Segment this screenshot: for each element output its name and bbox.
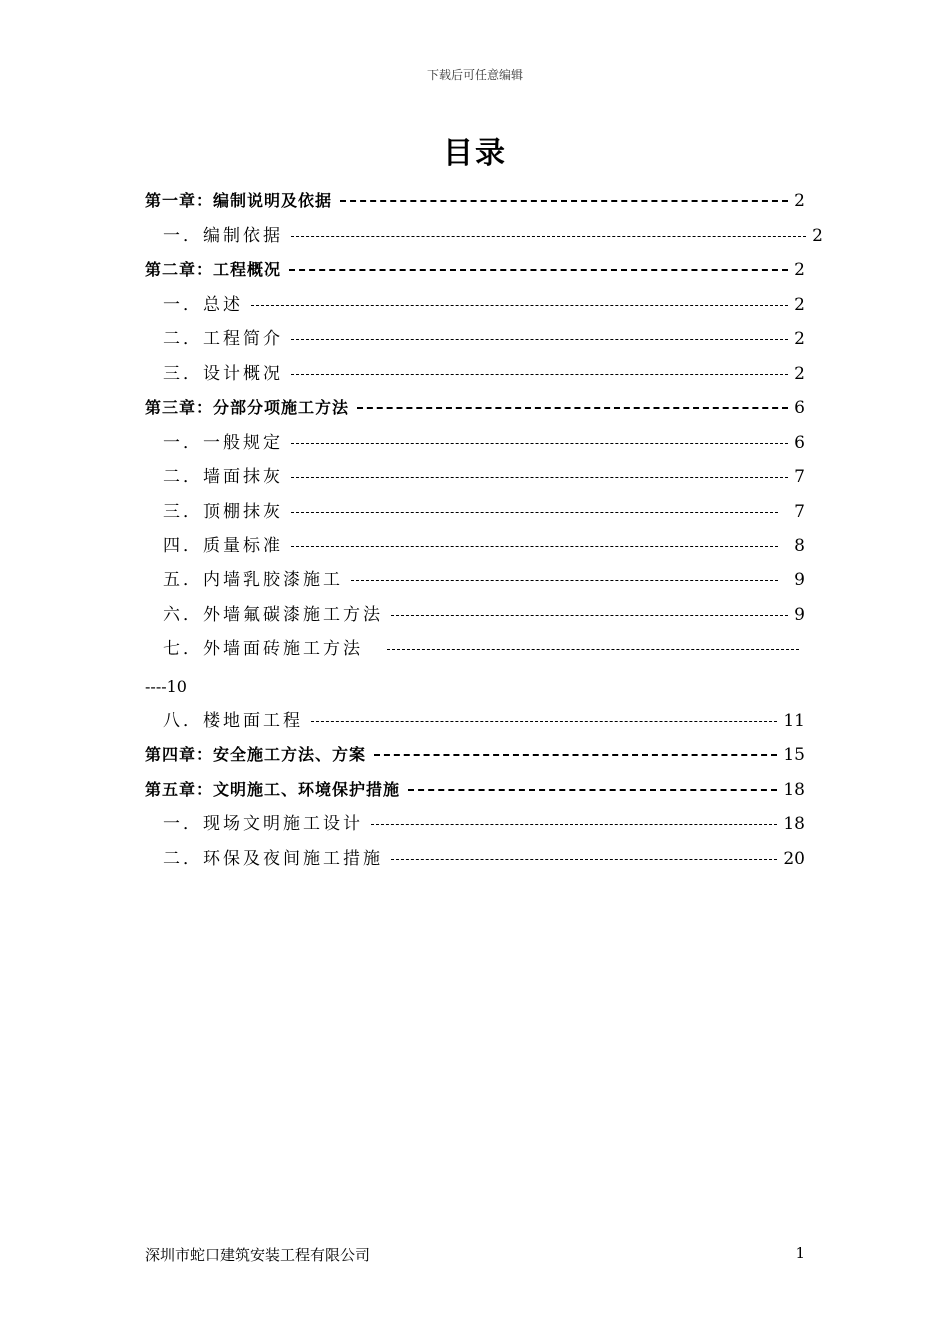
toc-entry-label: 一．现场文明施工设计 [163, 814, 363, 834]
toc-entry[interactable] [163, 430, 805, 456]
page-header-note: 下载后可任意编辑 [426, 68, 523, 82]
toc-entry[interactable] [145, 777, 805, 803]
footer-company: 深圳市蛇口建筑安装工程有限公司 [145, 1246, 371, 1264]
toc-entry-label: 二．环保及夜间施工措施 [163, 849, 383, 869]
toc-entry-page: 2 [794, 260, 805, 280]
toc-leader [251, 305, 788, 306]
toc-leader [291, 236, 806, 237]
toc-entry-label: 一．总述 [163, 295, 243, 315]
toc-entry-page: 8 [794, 536, 805, 556]
toc-leader [351, 580, 778, 581]
footer-page-number: 1 [795, 1244, 805, 1262]
toc-entry-label: 八．楼地面工程 [163, 711, 303, 731]
toc-leader [311, 721, 777, 722]
toc-entry-label: 七．外墙面砖施工方法 [163, 639, 363, 659]
toc-entry-label: 第二章：工程概况 [145, 260, 282, 279]
toc-entry-page: 15 [783, 745, 805, 765]
toc-entry-label: 一．编制依据 [163, 226, 283, 246]
toc-entry-page: 7 [794, 467, 805, 487]
toc-leader [408, 789, 777, 791]
toc-leader [387, 649, 799, 650]
toc-entry-page: 9 [794, 605, 805, 625]
toc-leader [371, 824, 777, 825]
toc-entry-page: 2 [812, 226, 823, 246]
toc-entry-page: 6 [794, 398, 805, 418]
toc-entry[interactable] [163, 602, 805, 628]
toc-entry[interactable] [163, 708, 805, 734]
toc-entry-label: 第一章：编制说明及依据 [145, 191, 333, 210]
toc-entry[interactable] [163, 223, 823, 249]
page-title: 目录 [443, 136, 507, 171]
toc-entry[interactable] [163, 811, 805, 837]
toc-leader [291, 374, 788, 375]
toc-entry-label: 四．质量标准 [163, 536, 283, 556]
toc-entry-label: 二．工程简介 [163, 329, 283, 349]
toc-entry-page: 18 [783, 780, 805, 800]
toc-entry-label: 第三章：分部分项施工方法 [145, 398, 350, 417]
toc-continuation: ----10 [145, 677, 187, 696]
toc-entry-label: 二．墙面抹灰 [163, 467, 283, 487]
toc-entry-label: 三．设计概况 [163, 364, 283, 384]
toc-leader [357, 407, 788, 409]
toc-entry-page: 2 [794, 295, 805, 315]
toc-entry[interactable] [145, 742, 805, 768]
toc-leader [291, 339, 788, 340]
toc-entry-label: 一．一般规定 [163, 433, 283, 453]
toc-entry-label: 第五章：文明施工、环境保护措施 [145, 780, 401, 799]
toc-leader [391, 859, 777, 860]
toc-leader [291, 546, 778, 547]
toc-entry-page: 9 [794, 570, 805, 590]
toc-entry[interactable] [145, 395, 805, 421]
toc-leader [291, 512, 778, 513]
toc-entry[interactable] [163, 567, 805, 593]
toc-entry[interactable] [163, 533, 805, 559]
toc-entry[interactable] [163, 326, 805, 352]
toc-leader [291, 443, 788, 444]
toc-entry[interactable] [163, 499, 805, 525]
toc-entry-label: 三．顶棚抹灰 [163, 502, 283, 522]
toc-leader [340, 200, 788, 202]
toc-leader [391, 615, 788, 616]
toc-entry-page: 18 [783, 814, 805, 834]
toc-entry-page: 2 [794, 364, 805, 384]
toc-entry-page: 20 [783, 849, 805, 869]
toc-entry-page: 2 [794, 329, 805, 349]
toc-entry[interactable] [163, 292, 805, 318]
toc-entry-label: 第四章：安全施工方法、方案 [145, 745, 367, 764]
toc-entry-label: 六．外墙氟碳漆施工方法 [163, 605, 383, 625]
toc-entry[interactable] [145, 188, 805, 214]
toc-entry[interactable] [163, 464, 805, 490]
toc-entry[interactable] [163, 846, 805, 872]
toc-entry-label: 五．内墙乳胶漆施工 [163, 570, 343, 590]
toc-entry-page: 11 [783, 711, 805, 731]
toc-leader [374, 754, 777, 756]
toc-entry-page: 2 [794, 191, 805, 211]
toc-entry-page: 7 [794, 502, 805, 522]
toc-leader [291, 477, 788, 478]
toc-entry[interactable] [163, 636, 805, 662]
toc-entry[interactable] [145, 257, 805, 283]
toc-leader [289, 269, 788, 271]
toc-entry[interactable] [163, 361, 805, 387]
toc-entry-page: 6 [794, 433, 805, 453]
page-footer [145, 1244, 805, 1265]
